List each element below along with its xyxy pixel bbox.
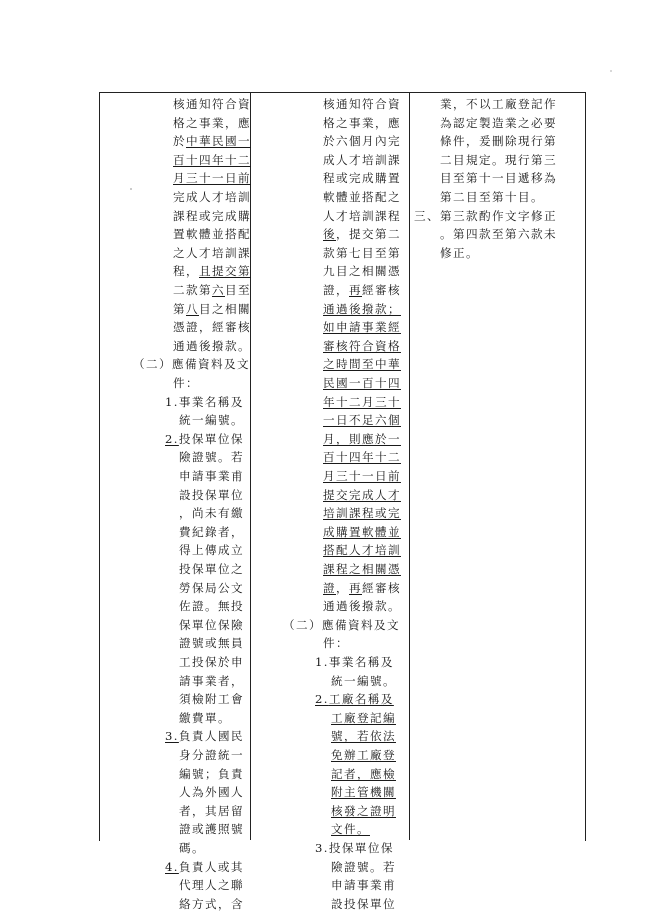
text-segment: 設投保單位: [179, 487, 244, 502]
underlined-segment: 再: [349, 283, 362, 297]
underlined-segment: 如申請事業經: [323, 320, 401, 335]
text-segment: 格之事業，應: [323, 115, 401, 130]
text-line: [179, 411, 244, 430]
text-line: [323, 541, 401, 560]
text-segment: 款第七目至第: [323, 245, 401, 260]
text-segment: 軟體並搭配之: [323, 190, 401, 204]
text-line: [179, 467, 244, 486]
text-line: [440, 225, 557, 244]
text-line: [323, 114, 401, 133]
text-line: [179, 839, 205, 858]
text-segment: 第: [173, 301, 186, 316]
text-segment: 第二目至第十目。: [440, 190, 544, 204]
text-segment: 九目之相關憑: [323, 264, 401, 279]
text-segment: （二）應備資料及文: [283, 617, 400, 632]
text-line: [179, 541, 244, 560]
underlined-segment: 號，若依法: [331, 729, 396, 744]
text-segment: 負責人國民: [178, 729, 244, 744]
text-segment: 之人才培訓課: [173, 245, 251, 260]
text-segment: 設投保單位: [331, 896, 396, 911]
text-line: [173, 337, 251, 356]
text-line: [323, 95, 401, 114]
text-segment: 險證號。若: [331, 859, 396, 874]
text-line: [323, 262, 401, 281]
text-segment: 費紀錄者，: [179, 524, 244, 539]
text-segment: 成人才培訓課: [323, 152, 401, 167]
text-line: [179, 634, 244, 653]
text-line: [323, 486, 401, 505]
text-segment: 目至: [224, 283, 251, 297]
text-segment: 通過後撥款。: [323, 599, 401, 614]
text-segment: 於: [173, 134, 186, 149]
text-line: [440, 169, 557, 188]
text-line: [179, 820, 244, 839]
underlined-segment: 3.: [165, 729, 179, 744]
text-line: [323, 207, 401, 226]
text-line: [173, 151, 251, 170]
text-segment: 申請事業甫: [331, 878, 396, 893]
underlined-segment: 年十二月三十: [323, 394, 401, 409]
text-line: [179, 448, 244, 467]
text-segment: 1.事業名稱及: [165, 394, 244, 409]
text-segment: 須檢附工會: [179, 692, 244, 707]
underlined-segment: 通過後撥款；: [323, 301, 401, 316]
text-line: [331, 802, 396, 821]
underlined-segment: 且提交第: [199, 264, 251, 279]
text-line: [179, 653, 244, 672]
underlined-segment: 搭配人才培訓: [323, 543, 401, 558]
text-line: [179, 876, 244, 895]
text-line: [331, 672, 396, 691]
text-segment: 險證號。若: [179, 450, 244, 465]
underlined-segment: 培訓課程或完: [323, 506, 401, 521]
text-line: [173, 262, 251, 281]
text-line: [179, 523, 244, 542]
text-segment: 。第四款至第六款未: [440, 227, 557, 242]
text-line: [179, 709, 231, 728]
text-segment: 業，不以工廠登記作: [440, 97, 557, 111]
text-line: [323, 281, 401, 300]
text-line: [179, 895, 244, 914]
text-segment: 1.事業名稱及: [315, 655, 394, 669]
text-segment: 件：: [173, 376, 199, 390]
text-line: [173, 188, 251, 207]
text-line: [331, 709, 396, 728]
text-line: [323, 597, 401, 616]
text-line: [315, 690, 394, 709]
text-line: [173, 318, 251, 337]
text-segment: 佐證。無投: [179, 599, 244, 614]
text-line: [173, 169, 251, 188]
text-line: [440, 132, 557, 151]
text-line: [440, 151, 557, 170]
text-line: [323, 374, 401, 393]
text-line: [331, 783, 396, 802]
text-line: [323, 430, 401, 449]
underlined-segment: 核發之證明: [331, 803, 396, 818]
scan-speck: [610, 70, 612, 72]
underlined-segment: 提交完成人才: [323, 487, 401, 502]
text-segment: 格之事業，應: [173, 115, 251, 130]
text-line: [165, 858, 244, 877]
text-segment: 核通知符合資: [173, 97, 251, 111]
text-line: [173, 281, 251, 300]
underlined-segment: 百十四年十二: [173, 152, 251, 167]
text-segment: 憑證，經審核: [173, 320, 251, 335]
text-line: [331, 765, 396, 784]
text-line: [173, 207, 251, 226]
text-line: [414, 207, 557, 226]
text-segment: 工投保於申: [179, 655, 244, 669]
underlined-segment: 之時間至中華: [323, 357, 401, 372]
text-line: [315, 653, 394, 672]
text-segment: 三、第三款酌作文字修正: [414, 208, 557, 223]
text-segment: 通過後撥款。: [173, 338, 251, 353]
text-line: [331, 895, 396, 914]
text-segment: 統一編號。: [179, 413, 244, 428]
underlined-segment: 成購置軟體並: [323, 524, 401, 539]
text-segment: （二）應備資料及文: [133, 357, 250, 372]
column-divider-2: [409, 92, 410, 840]
text-segment: 完成人才培訓: [173, 190, 251, 204]
underlined-segment: 審核符合資格: [323, 338, 401, 353]
text-line: [323, 504, 401, 523]
text-segment: 置軟體並搭配: [173, 227, 251, 242]
text-segment: 繳費單。: [179, 710, 231, 725]
text-line: [323, 560, 401, 579]
text-line: [179, 504, 244, 523]
text-line: [323, 169, 401, 188]
text-line: [323, 579, 401, 598]
text-line: [179, 560, 244, 579]
text-segment: 身分證統一: [179, 748, 244, 762]
text-segment: 得上傳成立: [179, 543, 244, 558]
text-segment: 於六個月內完: [323, 134, 401, 149]
text-line: [179, 765, 244, 784]
text-segment: 者，其居留: [179, 803, 244, 818]
text-line: [331, 746, 396, 765]
text-line: [165, 430, 244, 449]
text-segment: 目至第十一目遞移為: [440, 171, 557, 186]
text-segment: 二款第: [173, 283, 212, 297]
text-segment: 統一編號。: [331, 673, 396, 688]
text-line: [173, 132, 251, 151]
text-line: [323, 411, 401, 430]
text-segment: 申請事業甫: [179, 469, 244, 483]
text-line: [179, 672, 244, 691]
text-line: [173, 244, 251, 263]
text-segment: 碼。: [179, 841, 205, 855]
text-line: [323, 355, 401, 374]
scan-speck: [130, 188, 132, 190]
text-line: [323, 337, 401, 356]
text-line: [331, 858, 396, 877]
text-segment: 二目規定。現行第三: [440, 152, 557, 167]
text-segment: 絡方式，含: [179, 896, 244, 911]
underlined-segment: 2.: [315, 692, 329, 707]
text-line: [179, 597, 244, 616]
text-line: [165, 727, 244, 746]
text-line: [179, 579, 244, 598]
text-segment: 目之相關: [199, 301, 251, 316]
text-line: [133, 355, 250, 374]
text-line: [323, 225, 401, 244]
text-line: [315, 839, 394, 858]
text-line: [323, 318, 401, 337]
text-segment: 程，: [173, 264, 199, 279]
underlined-segment: 八: [186, 301, 199, 316]
text-line: [323, 244, 401, 263]
text-segment: 投保單位保: [178, 431, 244, 446]
underlined-segment: 六: [211, 283, 225, 297]
text-segment: 投保單位之: [179, 562, 244, 576]
text-line: [179, 616, 244, 635]
text-segment: ，尚未有繳: [179, 506, 244, 521]
text-line: [179, 746, 244, 765]
underlined-segment: 中華民國一: [186, 134, 251, 149]
text-segment: 條件，爰刪除現行第: [440, 134, 557, 149]
text-line: [323, 448, 401, 467]
text-segment: 核通知符合資: [323, 97, 401, 111]
text-line: [173, 374, 199, 393]
underlined-segment: 工廠登記編: [331, 710, 396, 725]
text-line: [331, 727, 396, 746]
text-line: [323, 467, 401, 486]
underlined-segment: 再: [349, 580, 362, 595]
text-line: [323, 393, 401, 412]
text-line: [179, 802, 244, 821]
text-segment: 課程或完成購: [173, 208, 251, 223]
text-segment: 負責人或其: [178, 859, 244, 874]
text-segment: 3.投保單位保: [315, 841, 394, 855]
text-segment: ，: [336, 580, 349, 595]
underlined-segment: 記者，應檢: [331, 766, 396, 781]
text-segment: 程或完成購置: [323, 171, 401, 186]
text-segment: 經審核: [362, 283, 401, 297]
text-segment: 代理人之聯: [179, 878, 244, 893]
text-segment: 證號或無員: [179, 636, 244, 651]
text-line: [179, 690, 244, 709]
underlined-segment: 民國一百十四: [323, 376, 401, 390]
underlined-segment: 證: [323, 580, 336, 595]
underlined-segment: 後: [323, 227, 336, 242]
text-line: [179, 783, 244, 802]
underlined-segment: 課程之相關憑: [323, 562, 401, 576]
text-segment: 人才培訓課程: [323, 208, 401, 223]
underlined-segment: 附主管機關: [331, 785, 396, 800]
text-line: [323, 151, 401, 170]
text-line: [173, 114, 251, 133]
underlined-segment: 一日不足六個: [323, 413, 401, 428]
underlined-segment: 文件。: [331, 822, 370, 837]
text-line: [331, 820, 370, 839]
text-segment: 證或護照號: [179, 822, 244, 837]
text-segment: 修正。: [440, 245, 479, 260]
text-segment: 經審核: [362, 580, 401, 595]
text-line: [165, 393, 244, 412]
text-segment: 保單位保險: [179, 617, 244, 632]
text-line: [323, 132, 401, 151]
underlined-segment: 月三十一日前: [173, 171, 251, 186]
text-segment: 請事業者，: [179, 673, 244, 688]
underlined-segment: 2.: [165, 431, 179, 446]
text-segment: 人為外國人: [179, 785, 244, 800]
text-segment: ，提交第二: [336, 227, 401, 242]
text-line: [331, 876, 396, 895]
text-segment: 證，: [323, 283, 349, 297]
underlined-segment: 免辦工廠登: [331, 748, 396, 762]
underlined-segment: 百十四年十二: [323, 450, 401, 465]
text-line: [173, 95, 251, 114]
text-line: [173, 300, 251, 319]
text-line: [440, 95, 557, 114]
text-line: [440, 188, 544, 207]
text-segment: 為認定製造業之必要: [440, 115, 557, 130]
text-line: [173, 225, 251, 244]
text-line: [323, 523, 401, 542]
text-segment: 勞保局公文: [179, 580, 244, 595]
underlined-segment: 工廠名稱及: [328, 692, 394, 707]
text-line: [323, 634, 349, 653]
text-segment: 編號；負責: [179, 766, 244, 781]
underlined-segment: 月，則應於一: [323, 431, 401, 446]
text-line: [440, 114, 557, 133]
underlined-segment: 4.: [165, 859, 179, 874]
text-line: [179, 486, 244, 505]
text-line: [440, 244, 479, 263]
text-line: [283, 616, 400, 635]
text-line: [323, 300, 401, 319]
underlined-segment: 月三十一日前: [323, 469, 401, 483]
text-line: [323, 188, 401, 207]
text-segment: 件：: [323, 636, 349, 651]
